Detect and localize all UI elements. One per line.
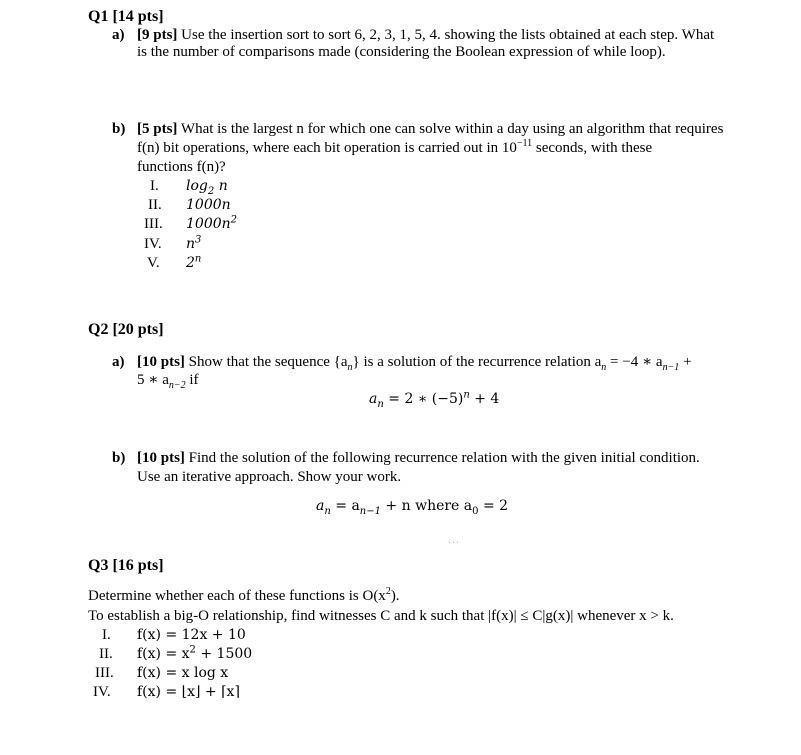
q1b-item-expr-5	[186, 254, 201, 272]
q1a-line2: is the number of comparisons made (considering the Boolean expression of while loop).	[137, 44, 666, 60]
q2a-formula-b: = 2 ∗ (−5)	[383, 391, 464, 407]
q2a-line2	[137, 371, 199, 389]
q2a-line2-a: 5 ∗ a	[137, 372, 169, 388]
q1b-item-expr-5-sup: n	[194, 253, 202, 265]
q1b-item-expr-1-base: log	[186, 178, 208, 194]
q1b-item-num-5: V.	[147, 255, 160, 271]
q2b-formula-sub2: n−1	[359, 505, 381, 517]
q2b-formula	[316, 497, 508, 515]
q1b-item-expr-3-base: 1000n	[186, 216, 231, 232]
q3-line2: To establish a big-O relationship, find witnesses C and k such that |f(x)| ≤ C|g(x)| whenever x > k.	[88, 608, 674, 624]
q1b-item-num-2: II.	[148, 197, 162, 213]
q2a-line1	[137, 353, 692, 371]
q1a-text-line1	[137, 26, 714, 44]
q2b-formula-b: = a	[330, 498, 360, 514]
q1b-item-expr-3	[186, 215, 237, 233]
q2a-line1-b: } is a solution of the recurrence relation a	[352, 354, 602, 370]
q3-line1-a: Determine whether each of these functions is O(x	[88, 588, 386, 604]
q2a-formula-a: a	[369, 391, 378, 407]
q2a-line1-sub3: n−1	[662, 362, 680, 373]
q1b-item-expr-3-sup: 2	[230, 214, 238, 226]
q1a-points: [9 pts]	[137, 27, 178, 43]
q3-item-expr-3: f(x) = x log x	[137, 665, 229, 681]
q3-item-expr-1: f(x) = 12x + 10	[137, 627, 246, 643]
q2b-label: b)	[112, 450, 126, 466]
q2a-line1-sub: n	[347, 362, 353, 373]
q1b-points: [5 pts]	[137, 121, 178, 137]
q1b-line2-a: f(n) bit operations, where each bit operation is carried out in 10	[137, 140, 517, 156]
q3-line1	[88, 587, 400, 605]
q1b-item-expr-4	[186, 235, 201, 253]
ellipsis-marker: ...	[448, 532, 460, 546]
q3-item-num-4: IV.	[93, 684, 111, 700]
q1b-line3: functions f(n)?	[137, 159, 226, 175]
q2a-formula	[369, 390, 499, 408]
q3-heading: Q3 [16 pts]	[88, 557, 164, 574]
q3-item-expr-2	[137, 645, 252, 663]
q2b-points: [10 pts]	[137, 450, 185, 466]
q1a-line1: Use the insertion sort to sort 6, 2, 3, 1, 5, 4. showing the lists obtained at each step. What	[181, 27, 715, 43]
q1b-line1: What is the largest n for which one can solve within a day using an algorithm that requires	[180, 121, 724, 137]
q2a-line2-sub: n−2	[168, 380, 186, 391]
q2a-formula-c: + 4	[469, 391, 500, 407]
q2b-line2: Use an iterative approach. Show your work.	[137, 469, 402, 485]
q1b-item-num-4: IV.	[144, 236, 162, 252]
q1b-item-num-1: I.	[150, 178, 159, 194]
q2b-line1: Find the solution of the following recurrence relation with the given initial condition.	[188, 450, 700, 466]
q2b-formula-sub: n	[324, 505, 331, 517]
q2a-formula-sub: n	[377, 398, 384, 410]
q3-item-num-3: III.	[95, 665, 114, 681]
q3-item-num-2: II.	[99, 646, 113, 662]
q2a-line1-a: Show that the sequence {a	[188, 354, 348, 370]
q3-line1-b: ).	[390, 588, 400, 604]
q3-item-expr-2-a: f(x) = x	[137, 646, 190, 662]
q2b-formula-a: a	[316, 498, 325, 514]
q2a-line2-b: if	[185, 372, 199, 388]
q3-item-expr-4: f(x) = ⌊x⌋ + ⌈x⌉	[137, 684, 240, 700]
q1b-item-expr-1-tail: n	[214, 178, 228, 194]
q2a-line1-d: +	[679, 354, 692, 370]
q1b-item-expr-4-sup: 3	[195, 234, 202, 246]
q1b-item-expr-2: 1000n	[186, 197, 231, 213]
q2b-formula-c: + n where a	[380, 498, 473, 514]
q1b-line2-b: seconds, with these	[532, 140, 653, 156]
q2b-text-line1	[137, 449, 700, 467]
q2a-line1-sub2: n	[601, 362, 607, 373]
q2a-line1-c: = −4 ∗ a	[606, 354, 663, 370]
q2a-formula-sup: n	[463, 389, 470, 401]
q1b-item-expr-5-base: 2	[186, 255, 195, 271]
q2b-formula-d: = 2	[478, 498, 509, 514]
q3-item-num-1: I.	[102, 627, 111, 643]
q1b-item-expr-1	[186, 177, 228, 195]
q2-heading: Q2 [20 pts]	[88, 321, 164, 338]
q2a-points: [10 pts]	[137, 354, 185, 370]
q1a-label: a)	[112, 27, 125, 43]
q3-line1-sup: 2	[385, 586, 391, 597]
q1-heading: Q1 [14 pts]	[88, 8, 164, 25]
q1b-text-line1	[137, 120, 723, 138]
q1b-item-num-3: III.	[144, 216, 163, 232]
q1b-line2-exp: −11	[516, 138, 533, 149]
q1b-label: b)	[112, 121, 126, 137]
q1b-item-expr-1-sub: 2	[207, 185, 215, 197]
q2b-formula-sub3: 0	[472, 505, 479, 517]
q1b-line2	[137, 139, 652, 157]
q3-item-expr-2-b: + 1500	[195, 646, 253, 662]
q3-item-expr-2-sup: 2	[189, 644, 196, 656]
q2a-label: a)	[112, 354, 125, 370]
q1b-item-expr-4-base: n	[186, 236, 196, 252]
